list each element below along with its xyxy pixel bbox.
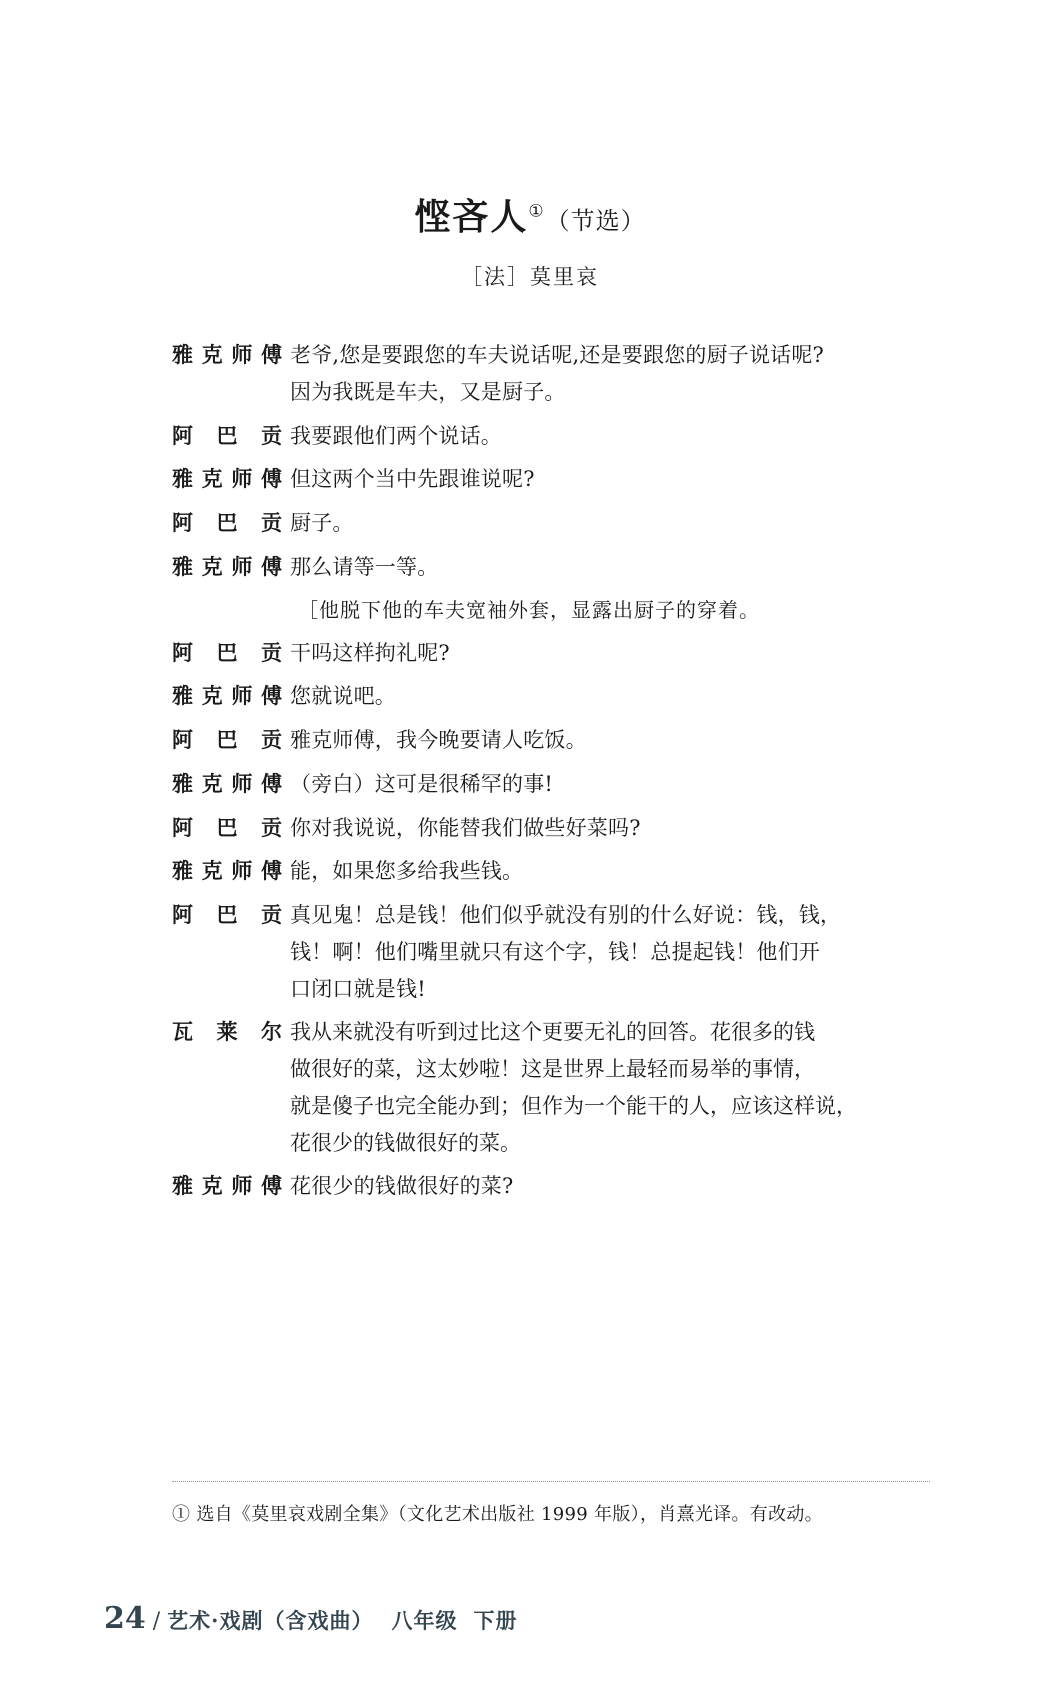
- dialogue-line: [172, 1168, 930, 1205]
- speech-text: 我要跟他们两个说话。: [290, 423, 502, 448]
- dialogue-line: [172, 722, 930, 759]
- speaker-name: 雅克师傅: [172, 553, 282, 579]
- page-footer: [104, 1601, 517, 1636]
- dialogue-line: [172, 337, 930, 411]
- volume-label: 下册: [473, 1608, 518, 1633]
- speaker-name: 雅克师傅: [172, 858, 282, 884]
- speaker-name: 阿巴贡: [172, 902, 282, 928]
- speech-row: 因为我既是车夫，又是厨子。: [290, 379, 566, 404]
- speaker-name: 雅克师傅: [172, 466, 282, 492]
- speech-row: 钱！啊！他们嘴里就只有这个字，钱！总提起钱！他们开: [290, 939, 820, 964]
- speech-text: 你对我说说，你能替我们做些好菜吗?: [290, 815, 641, 840]
- speaker-name: 阿巴贡: [172, 639, 282, 665]
- grade-label: 八年级: [391, 1608, 458, 1633]
- speaker-name: 雅克师傅: [172, 1173, 282, 1199]
- speech-text: 能，如果您多给我些钱。: [290, 859, 524, 884]
- title-line: [414, 196, 645, 239]
- dialogue-line: [172, 853, 930, 890]
- dialogue-line: [172, 678, 930, 715]
- speaker-name: 阿巴贡: [172, 510, 282, 536]
- speech-text: 厨子。: [290, 511, 354, 536]
- footnote-text: ① 选自《莫里哀戏剧全集》（文化艺术出版社 1999 年版），肖熹光译。有改动。: [172, 1504, 823, 1525]
- dialogue-line: [172, 461, 930, 498]
- stage-direction: ［他脱下他的车夫宽袖外套，显露出厨子的穿着。: [298, 597, 760, 622]
- speech-text: [290, 337, 930, 411]
- dialogue-line: [172, 766, 930, 803]
- dialogue-body: [0, 337, 1060, 1205]
- textbook-page: [0, 196, 1060, 1704]
- speaker-name: 阿巴贡: [172, 727, 282, 753]
- speaker-name: 阿巴贡: [172, 814, 282, 840]
- dialogue-line: [172, 810, 930, 847]
- speech-row: 就是傻子也完全能办到；但作为一个能干的人，应该这样说，: [290, 1093, 857, 1118]
- footnote-divider: [172, 1481, 930, 1482]
- speaker-name: 阿巴贡: [172, 422, 282, 448]
- title-footnote-marker: ①: [528, 201, 546, 222]
- speech-text: （旁白）这可是很稀罕的事!: [290, 771, 554, 796]
- author-attribution: ［法］莫里哀: [461, 265, 599, 290]
- speech-row: 花很少的钱做很好的菜。: [290, 1130, 521, 1155]
- speech-row: 做很好的菜，这太妙啦！这是世界上最轻而易举的事情，: [290, 1057, 815, 1082]
- title-subtitle: （节选）: [545, 207, 646, 235]
- speech-text: 那么请等一等。: [290, 554, 439, 579]
- dialogue-line: [172, 897, 930, 1007]
- speech-text: 干吗这样拘礼呢?: [290, 640, 450, 665]
- speech-text: 雅克师傅，我今晚要请人吃饭。: [290, 728, 587, 753]
- title-main-text: 悭吝人: [414, 196, 529, 238]
- speech-row: 真见鬼！总是钱！他们似乎就没有别的什么好说：钱，钱，: [290, 903, 842, 928]
- speaker-name: 雅克师傅: [172, 342, 282, 368]
- dialogue-line: [172, 505, 930, 542]
- page-number: 24: [104, 1601, 146, 1636]
- speech-text: 您就说吧。: [290, 684, 396, 709]
- speech-text: [290, 897, 930, 1007]
- dialogue-line: [172, 1014, 930, 1161]
- footnote-area: [172, 1481, 930, 1531]
- dialogue-line: [172, 549, 930, 586]
- footer-separator: /: [152, 1609, 161, 1634]
- dialogue-line: [172, 635, 930, 672]
- speaker-name: 雅克师傅: [172, 770, 282, 796]
- page-title: [0, 196, 1060, 239]
- speaker-name: 瓦莱尔: [172, 1019, 282, 1045]
- speech-text: [290, 1014, 930, 1161]
- speaker-name: 雅克师傅: [172, 683, 282, 709]
- speech-row: 口闭口就是钱!: [290, 976, 426, 1001]
- speech-text: 花很少的钱做很好的菜?: [290, 1174, 514, 1199]
- speech-row: 老爷,您是要跟您的车夫说话呢,还是要跟您的厨子说话呢?: [290, 343, 825, 368]
- speech-text: 但这两个当中先跟谁说呢?: [290, 467, 535, 492]
- book-title: 艺术·戏剧（含戏曲）: [167, 1608, 374, 1633]
- dialogue-line: [172, 418, 930, 455]
- speech-row: 我从来就没有听到过比这个更要无礼的回答。花很多的钱: [290, 1020, 815, 1045]
